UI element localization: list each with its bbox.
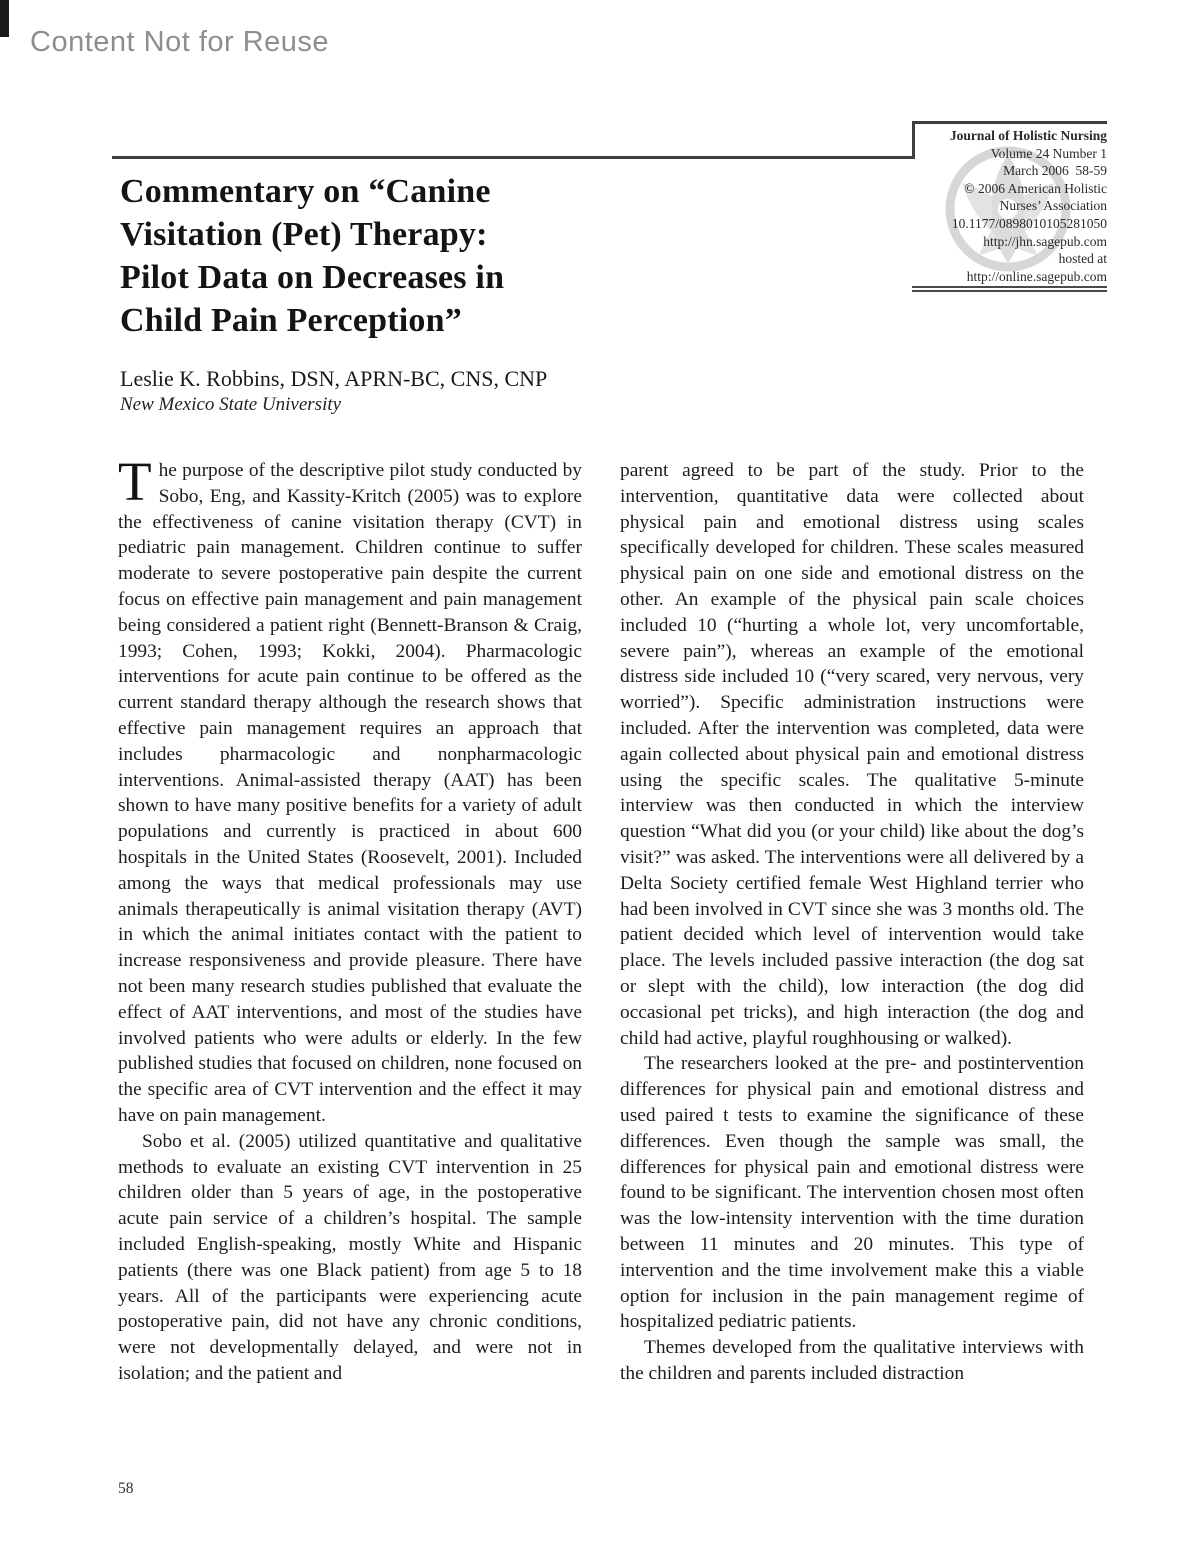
paragraph <box>118 451 582 1129</box>
paragraph: parent agreed to be part of the study. Prior to the intervention, quantitative data were collected about physical pain and emotional distress using scales specifically developed for children. These scales measured physical pain on one side and emotional distress on the other. An example of the physical pain scale choices included 10 (“hurting a whole lot, very uncomfortable, severe pain”), whereas an example of the emotional distress side included 10 (“very scared, very nervous, very worried”). Specific administration instructions were included. After the intervention was completed, data were again collected about physical pain and emotional distress using the specific scales. The qualitative 5-minute interview was then conducted in which the interview question “What did you (or your child) like about the dog’s visit?” was asked. The interventions were all delivered by a Delta Society certified female West Highland terrier who had been involved in CVT since she was 3 months old. The patient decided which level of intervention would take place. The levels included passive interaction (the dog sat or slept with the child), low interaction (the dog did occasional pet tricks), and high interaction (the dog and child had active, playful roughhousing or walked). <box>620 460 1084 1049</box>
paragraph: Themes developed from the qualitative interviews with the children and parents included distraction <box>620 1337 1084 1384</box>
journal-doi: 10.1177/0898010105281050 <box>951 215 1107 231</box>
journal-info-box <box>900 127 1107 285</box>
article-title-line: Visitation (Pet) Therapy: <box>120 216 488 253</box>
author-affiliation: New Mexico State University <box>120 394 342 415</box>
author-name: Leslie K. Robbins, DSN, APRN-BC, CNS, CNP <box>120 366 548 391</box>
journal-copyright: © 2006 American Holistic <box>964 180 1107 196</box>
body-column-right <box>620 458 1084 1387</box>
journal-host-url: http://online.sagepub.com <box>966 268 1107 284</box>
paragraph-text: he purpose of the descriptive pilot study conducted by Sobo, Eng, and Kassity-Kritch (2005) was to explore the effectiveness of canine visitation therapy (CVT) in pediatric pain management. Children continue to suffer moderate to severe postoperative pain despite the current focus on effective pain management and pain management being considered a patient right (Bennett-Branson & Craig, 1993; Cohen, 1993; Kokki, 2004). Pharmacologic interventions for acute pain continue to be offered as the current standard therapy although the research shows that effective pain management requires an approach that includes pharmacologic and nonpharmacologic interventions. Animal-assisted therapy (AAT) has been shown to have many positive benefits for a variety of adult populations and currently is practiced in about 600 hospitals in the United States (Roosevelt, 2001). Included among the ways that medical professionals may use animals therapeutically is animal visitation therapy (AVT) in which the animal initiates contact with the patient to increase responsiveness and provide pleasure. There have not been many research studies published that evaluate the effect of AAT interventions, and most of the studies have involved patients who were adults or elderly. In the few published studies that focused on children, none focused on the specific area of CVT intervention and the effect it may have on pain management. <box>118 460 582 1126</box>
body-column-left <box>118 451 582 1387</box>
paragraph: Sobo et al. (2005) utilized quantitative and qualitative methods to evaluate an existing CVT intervention in 25 children older than 5 years of age, in the postoperative acute pain service of a children’s hospital. The sample included English-speaking, mostly White and Hispanic patients (there was one Black patient) from age 5 to 18 years. All of the participants were experiencing acute postoperative pain, did not have any chronic conditions, were not developmentally delayed, and were not in isolation; and the patient and <box>118 1130 582 1384</box>
journal-url: http://jhn.sagepub.com <box>983 233 1107 249</box>
journal-box-bottom-rule <box>912 286 1107 292</box>
journal-name: Journal of Holistic Nursing <box>949 128 1107 143</box>
article-title-line: Pilot Data on Decreases in <box>120 259 505 296</box>
journal-hosted-at: hosted at <box>1058 251 1107 267</box>
content-reuse-notice: Content Not for Reuse <box>30 26 330 58</box>
article-title-line: Commentary on “Canine <box>120 173 491 210</box>
drop-cap: T <box>118 451 152 512</box>
journal-volume: Volume 24 Number 1 <box>990 145 1107 161</box>
journal-issue-pages: March 2006 58-59 <box>1003 163 1107 179</box>
scan-corner-mark <box>0 0 9 37</box>
article-title-line: Child Pain Perception” <box>120 302 462 339</box>
paragraph: The researchers looked at the pre- and postintervention differences for physical pain and emotional distress and used paired t tests to examine the significance of these differences. Even though the sample was small, the differences for physical pain and emotional distress were found to be significant. The intervention chosen most often was the low-intensity intervention with the time duration between 11 minutes and 20 minutes. This type of intervention and the time involvement make this a viable option for inclusion in the pain management regime of hospitalized pediatric patients. <box>620 1053 1084 1333</box>
article-title <box>120 170 720 342</box>
journal-box-top-rule <box>912 121 1107 124</box>
title-top-rule <box>112 156 915 159</box>
page-number: 58 <box>118 1480 134 1497</box>
journal-association: Nurses’ Association <box>999 198 1107 214</box>
